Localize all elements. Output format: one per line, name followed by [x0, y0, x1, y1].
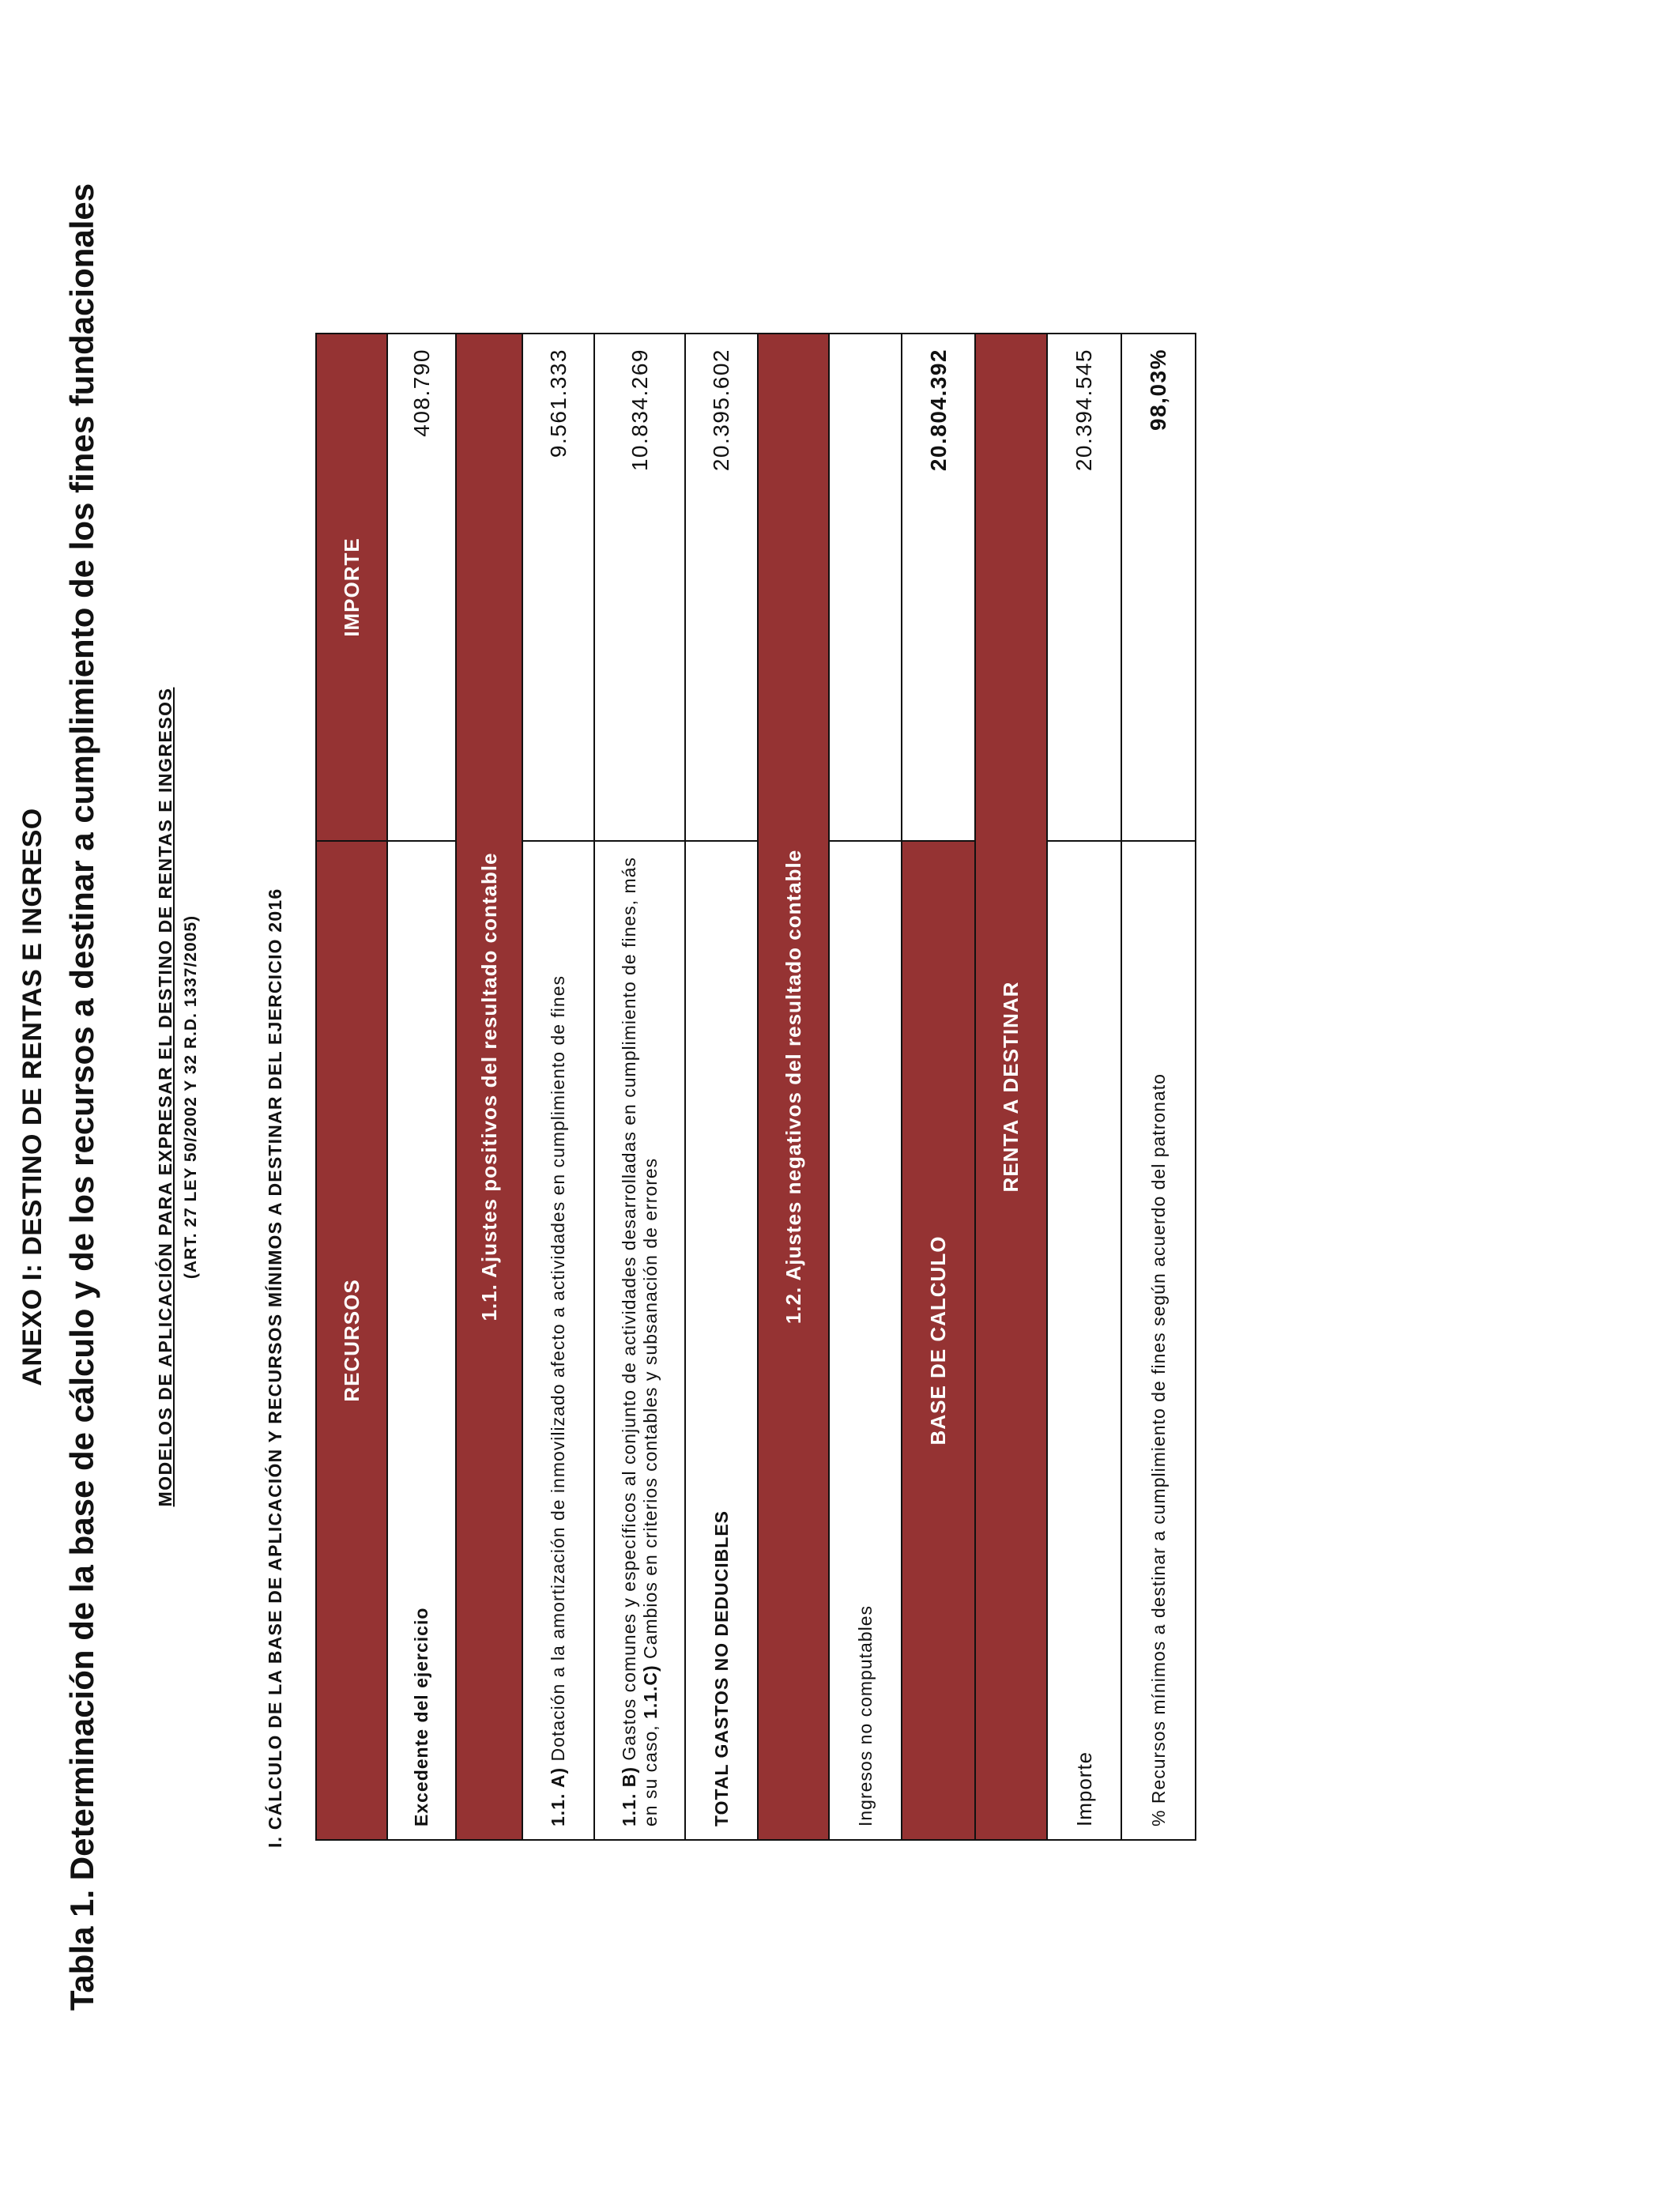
- row-b-text2: Cambios en criterios contables y subsanación de errores: [639, 1157, 661, 1665]
- renta-destinar-label: RENTA A DESTINAR: [975, 334, 1047, 1840]
- models-title: MODELOS DE APLICACIÓN PARA EXPRESAR EL DESTINO DE RENTAS E INGRESOS: [155, 687, 175, 1507]
- ajustes-negativos-header: 1.2. Ajustes negativos del resultado contable: [758, 334, 829, 1840]
- table-row: [1121, 334, 1196, 1840]
- importe-value: 20.394.545: [1047, 334, 1121, 841]
- excedente-value: 408.790: [387, 334, 456, 841]
- table-row: [594, 334, 685, 1840]
- row-a-code: 1.1. A): [548, 1766, 568, 1826]
- base-calculo-value: 20.804.392: [902, 334, 975, 841]
- col-header-importe: IMPORTE: [316, 334, 387, 841]
- row-b-code: 1.1. B): [618, 1766, 639, 1826]
- row-a-cell: [522, 841, 594, 1840]
- row-b-cell: [594, 841, 685, 1840]
- total-gastos-value: 20.395.602: [685, 334, 758, 841]
- table-title: Tabla 1. Determinación de la base de cálculo y de los recursos a destinar a cumplimiento de los fines fundacionales: [63, 183, 100, 2011]
- table-row: [522, 334, 594, 1840]
- models-reference: (ART. 27 LEY 50/2002 Y 32 R.D. 1337/2005): [182, 914, 200, 1280]
- table-row: [685, 334, 758, 1840]
- annex-heading: ANEXO I: DESTINO DE RENTAS E INGRESO: [17, 808, 47, 1386]
- base-calculo-row: [902, 334, 975, 1840]
- row-a-text: Dotación a la amortización de inmovilizado afecto a actividades en cumplimiento de fines: [548, 975, 568, 1767]
- pct-label: % Recursos mínimos a destinar a cumplimiento de fines según acuerdo del patronato: [1121, 841, 1196, 1840]
- pct-value: 98,03%: [1121, 334, 1196, 841]
- recursos-table: [315, 333, 1196, 1841]
- base-calculo-label: BASE DE CALCULO: [902, 841, 975, 1840]
- table-header-row: [316, 334, 387, 1840]
- ajustes-positivos-header: 1.1. Ajustes positivos del resultado contable: [456, 334, 522, 1840]
- excedente-label: Excedente del ejercicio: [387, 841, 456, 1840]
- ingresos-value: [829, 334, 902, 841]
- table-row: [1047, 334, 1121, 1840]
- ajustes-negativos-header-row: [758, 334, 829, 1840]
- table-row: [829, 334, 902, 1840]
- row-a-value: 9.561.333: [522, 334, 594, 841]
- col-header-recursos: RECURSOS: [316, 841, 387, 1840]
- table-row: [387, 334, 456, 1840]
- row-b-code2: 1.1.C): [639, 1664, 661, 1719]
- row-b-text: Gastos comunes y específicos al conjunto de actividades desarrolladas en cumplimiento de fines, más en su caso,: [618, 857, 661, 1826]
- ingresos-label: Ingresos no computables: [829, 841, 902, 1840]
- importe-label: Importe: [1047, 841, 1121, 1840]
- total-gastos-label: TOTAL GASTOS NO DEDUCIBLES: [685, 841, 758, 1840]
- ajustes-positivos-header-row: [456, 334, 522, 1840]
- renta-destinar-row: [975, 334, 1047, 1840]
- section-title: I. CÁLCULO DE LA BASE DE APLICACIÓN Y RECURSOS MÍNIMOS A DESTINAR DEL EJERCICIO 2016: [265, 888, 285, 1848]
- row-b-value: 10.834.269: [594, 334, 685, 841]
